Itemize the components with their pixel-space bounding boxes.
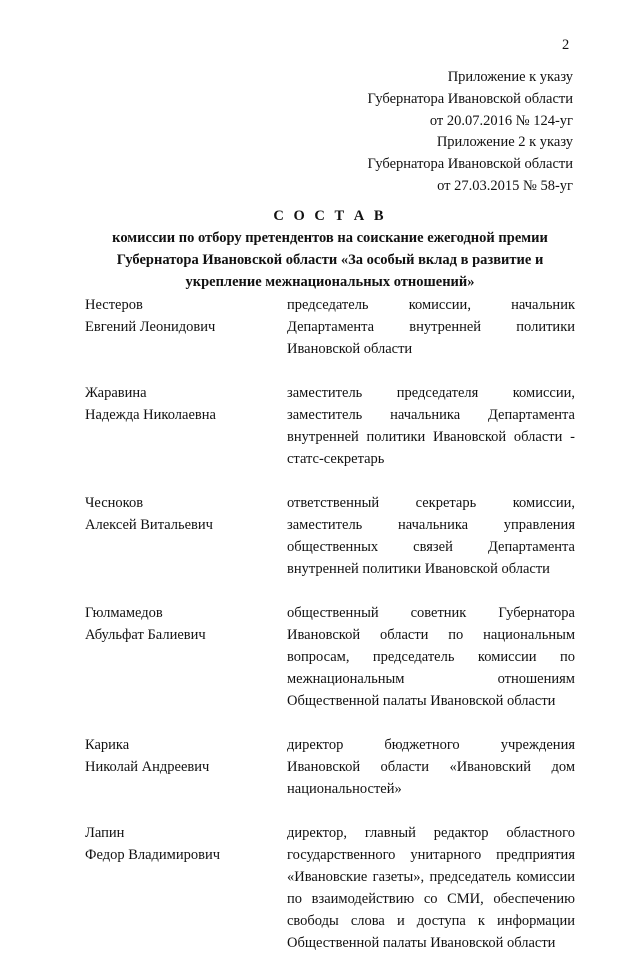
member-surname: Нестеров <box>85 297 143 313</box>
member-given-names: Евгений Леонидович <box>85 319 216 335</box>
member-role: общественный советник Губернатора Ивановской области по национальным вопросам, председатель комиссии по межнациональным отношениям Общественной палаты Ивановской области <box>287 605 575 709</box>
member-row <box>85 294 575 360</box>
annex-current-line-3: от 20.07.2016 № 124-уг <box>429 113 573 129</box>
title-line-3: укрепление межнациональных отношений» <box>185 274 475 290</box>
member-row <box>85 602 575 712</box>
title-line-2: Губернатора Ивановской области «За особый вклад в развитие и <box>116 252 544 268</box>
member-surname: Лапин <box>85 825 125 841</box>
member-given-names: Абульфат Балиевич <box>85 627 206 643</box>
member-surname: Жаравина <box>85 385 147 401</box>
member-row <box>85 734 575 800</box>
page-number: 2 <box>562 37 570 53</box>
document-title <box>80 205 580 293</box>
member-row <box>85 492 575 580</box>
title-heading: С О С Т А В <box>273 208 387 224</box>
member-name <box>85 822 287 954</box>
member-name <box>85 382 287 470</box>
member-surname: Гюлмамедов <box>85 605 163 621</box>
member-name <box>85 602 287 712</box>
member-role: директор, главный редактор областного государственного унитарного предприятия «Ивановские газеты», председатель комиссии по взаимодействию со СМИ, обеспечению свободы слова и доступа к информации Общественной палаты Ивановской области <box>287 825 575 951</box>
annex-current-line-2: Губернатора Ивановской области <box>367 91 573 107</box>
member-role: председатель комиссии, начальник Департамента внутренней политики Ивановской области <box>287 297 575 357</box>
annex-current-line-1: Приложение к указу <box>447 69 573 85</box>
member-name <box>85 294 287 360</box>
member-row <box>85 822 575 954</box>
annex-previous <box>368 131 573 197</box>
member-name <box>85 734 287 800</box>
member-given-names: Надежда Николаевна <box>85 407 216 423</box>
member-role: заместитель председателя комиссии, заместитель начальника Департамента внутренней политики Ивановской области - статс-секретарь <box>287 385 575 467</box>
commission-members-list <box>85 294 575 976</box>
member-role: директор бюджетного учреждения Ивановской области «Ивановский дом национальностей» <box>287 737 575 797</box>
member-given-names: Николай Андреевич <box>85 759 210 775</box>
annex-current <box>368 66 573 132</box>
annex-previous-line-2: Губернатора Ивановской области <box>367 156 573 172</box>
member-name <box>85 492 287 580</box>
title-line-1: комиссии по отбору претендентов на соискание ежегодной премии <box>112 230 548 246</box>
member-surname: Чесноков <box>85 495 144 511</box>
member-surname: Карика <box>85 737 130 753</box>
member-role: ответственный секретарь комиссии, заместитель начальника управления общественных связей Департамента внутренней политики Ивановской области <box>287 495 575 577</box>
member-given-names: Алексей Витальевич <box>85 517 213 533</box>
annex-previous-line-3: от 27.03.2015 № 58-уг <box>437 178 573 194</box>
member-given-names: Федор Владимирович <box>85 847 221 863</box>
member-row <box>85 382 575 470</box>
annex-previous-line-1: Приложение 2 к указу <box>436 134 573 150</box>
